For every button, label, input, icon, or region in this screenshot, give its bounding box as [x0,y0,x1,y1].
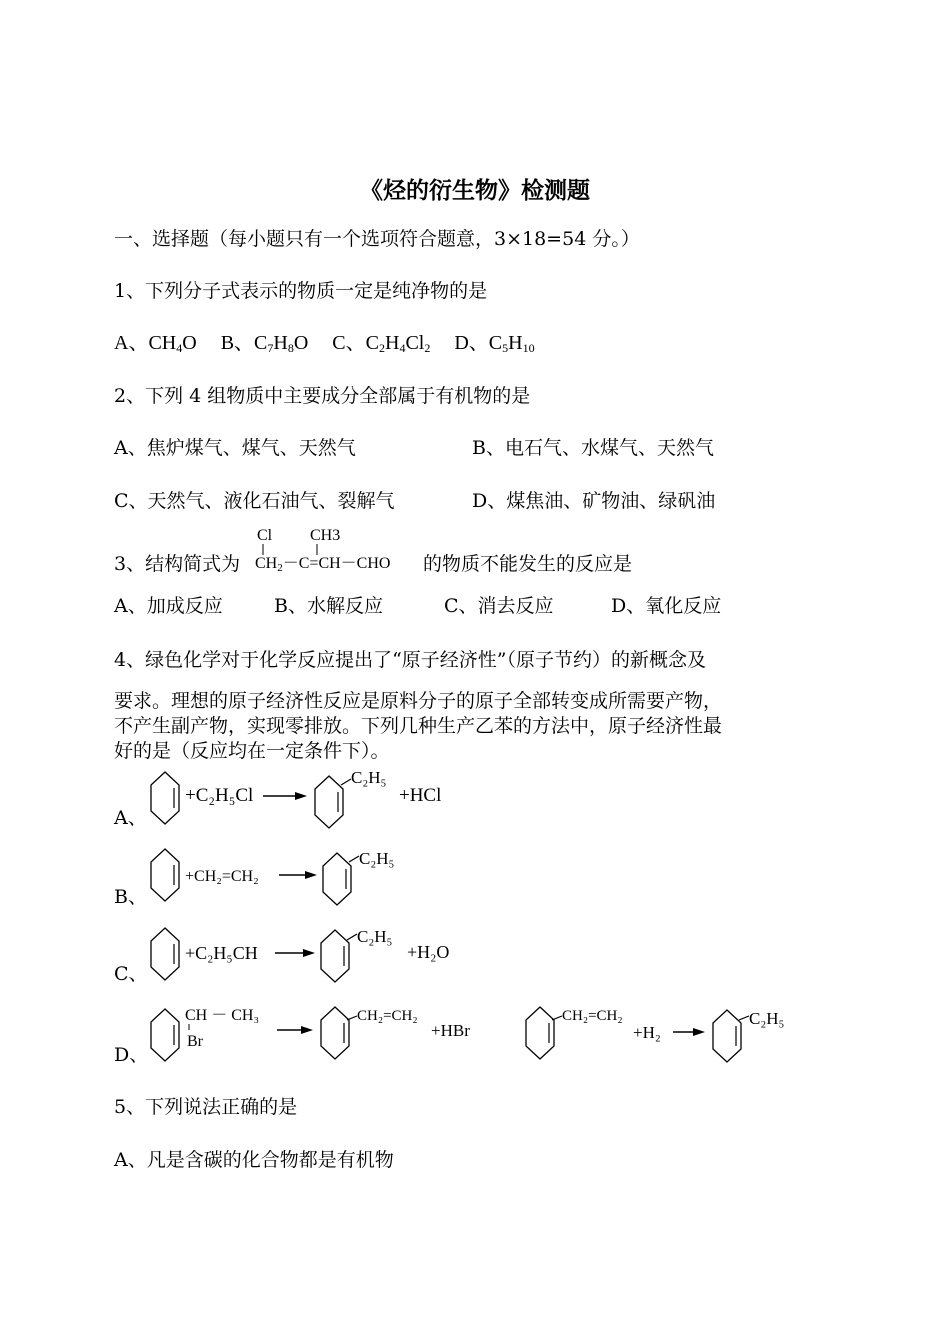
question-5-stem: 5、下列说法正确的是 [114,1096,298,1118]
q4-option-a-reaction [145,765,465,835]
q1-option-a: A、$CH_4O$ [114,332,197,355]
q2-option-a: A、焦炉煤气、煤气、天然气 [114,437,356,459]
benzene-ring-icon [315,776,343,828]
benzene-ring-icon [151,1009,179,1061]
question-3-stem-after: 的物质不能发生的反应是 [423,553,633,575]
question-4-line-1: 4、绿色化学对于化学反应提出了“原子经济性”（原子节约）的新概念及 [114,649,707,671]
q4c-byproduct: +H₂O [407,942,450,962]
q4d-reagent-2: CH₂=CH₂ [562,1008,623,1024]
question-1-stem: 1、下列分子式表示的物质一定是纯净物的是 [114,280,488,302]
q4b-reagent: +CH₂=CH₂ [185,868,259,885]
benzene-ring-icon [323,853,351,905]
q3-option-a: A、加成反应 [114,595,223,617]
q5-option-a: A、凡是含碳的化合物都是有机物 [114,1149,394,1171]
q3-option-c: C、消去反应 [444,595,554,617]
q4d-byproduct-1: +HBr [431,1021,470,1040]
page-title: 《烃的衍生物》检测题 [360,177,590,204]
q1-option-c: C、$C_2H_4Cl_2$ [332,332,431,355]
q4d-substituent: CH － CH₃ [185,1007,260,1024]
q4-option-a-label: A、 [114,807,147,829]
q3-ch3-label: CH3 [310,527,341,544]
question-2-stem: 2、下列 4 组物质中主要成分全部属于有机物的是 [114,385,531,407]
question-4-line-4: 好的是（反应均在一定条件下）。 [114,740,390,762]
q4d-br: Br [187,1033,203,1050]
q3-option-b: B、水解反应 [274,595,383,617]
benzene-ring-icon [151,849,179,901]
question-4-line-2: 要求。理想的原子经济性反应是原料分子的原子全部转变成所需要产物， [114,690,723,712]
q1-option-d: D、$C_5H_{10}$ [454,332,535,355]
q1-option-b: B、$C_7H_8O$ [220,332,309,355]
q4-option-d-reaction [145,998,805,1068]
q4a-byproduct: +HCl [399,785,442,806]
question-4-line-3: 不产生副产物，实现零排放。下列几种生产乙苯的方法中，原子经济性最 [114,715,723,737]
q3-option-d: D、氧化反应 [611,595,722,617]
q3-structure-formula [255,524,425,574]
q4c-reagent: +C₂H₅CH [185,943,258,963]
q3-ch2-label: CH2－C=CH－CHO [255,555,391,574]
q4a-product: C₂H₅ [351,768,387,787]
q2-option-b: B、电石气、水煤气、天然气 [472,437,714,459]
q4-option-b-reaction [145,842,445,912]
benzene-ring-icon [526,1007,554,1059]
benzene-ring-icon [151,772,179,824]
benzene-ring-icon [151,928,179,980]
section-heading: 一、选择题（每小题只有一个选项符合题意，3×18=54 分。） [114,228,640,250]
question-3-stem-before: 3、结构简式为 [114,553,241,575]
q4d-h2: +H₂ [633,1023,661,1042]
q4b-product: C₂H₅ [359,849,395,868]
q2-option-c: C、天然气、液化石油气、裂解气 [114,490,395,512]
q3-cl-label: Cl [257,527,273,544]
benzene-ring-icon [321,930,349,982]
benzene-ring-icon [321,1007,349,1059]
q4-option-c-label: C、 [114,963,148,985]
q4-option-b-label: B、 [114,886,147,908]
q4-option-c-reaction [145,918,475,988]
benzene-ring-icon [713,1010,741,1062]
q2-option-d: D、煤焦油、矿物油、绿矾油 [472,490,716,512]
q4d-product-1: CH₂=CH₂ [357,1008,418,1024]
q4-option-d-label: D、 [114,1044,149,1066]
question-1-options [114,331,535,355]
q4d-product-2: C₂H₅ [749,1009,785,1028]
q4a-reagent: +C₂H₅Cl [185,785,254,806]
q4c-product: C₂H₅ [357,927,393,946]
